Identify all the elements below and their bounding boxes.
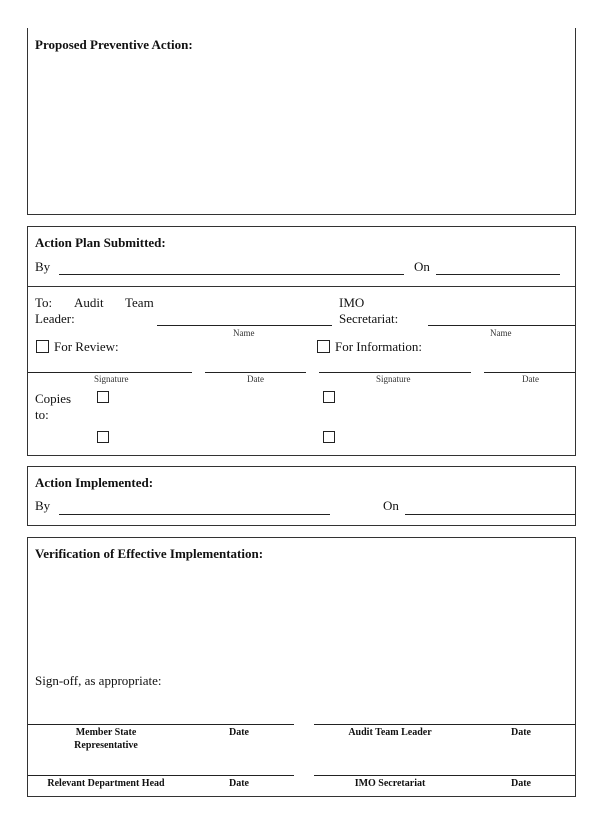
- department-head-caption: Relevant Department Head: [47, 778, 165, 789]
- leader-word: Leader:: [35, 311, 75, 326]
- copies-checkbox-1[interactable]: [97, 391, 109, 403]
- imo-word: IMO: [339, 295, 365, 310]
- preventive-action-section: [27, 28, 576, 215]
- for-information-label: For Information:: [335, 339, 423, 354]
- information-signature-field[interactable]: [319, 372, 471, 373]
- for-review-label: For Review:: [54, 339, 119, 354]
- plan-by-label: By: [35, 259, 51, 274]
- verification-title: Verification of Effective Implementation:: [35, 546, 264, 561]
- audit-team-leader-caption: Audit Team Leader: [348, 727, 432, 738]
- member-state-caption-1: Member State: [75, 727, 137, 738]
- implemented-on-label: On: [383, 498, 399, 513]
- review-date-caption: Date: [247, 374, 264, 384]
- verification-section: [27, 537, 576, 797]
- audit-team-leader-name-field[interactable]: [157, 325, 332, 326]
- plan-divider: [28, 286, 575, 287]
- information-signature-caption: Signature: [376, 374, 411, 384]
- imo-secretariat-caption: IMO Secretariat: [354, 778, 426, 789]
- department-head-signature-line[interactable]: [28, 775, 294, 776]
- member-state-signature-line[interactable]: [28, 724, 294, 725]
- for-review-checkbox[interactable]: [36, 340, 49, 353]
- review-signature-field[interactable]: [28, 372, 192, 373]
- review-signature-caption: Signature: [94, 374, 129, 384]
- member-state-caption-2: Representative: [74, 740, 138, 751]
- audit-word: Audit: [74, 295, 104, 310]
- copies-to-label: to:: [35, 407, 49, 422]
- department-head-date-caption: Date: [229, 778, 249, 789]
- copies-checkbox-3[interactable]: [97, 431, 109, 443]
- plan-by-field[interactable]: [59, 274, 404, 275]
- audit-team-leader-date-caption: Date: [511, 727, 531, 738]
- action-plan-title: Action Plan Submitted:: [35, 235, 166, 250]
- secretariat-word: Secretariat:: [339, 311, 399, 326]
- action-plan-section: [27, 226, 576, 456]
- secretariat-name-caption: Name: [490, 328, 512, 338]
- action-implemented-title: Action Implemented:: [35, 475, 154, 490]
- to-label: To:: [35, 295, 53, 310]
- implemented-on-field[interactable]: [405, 514, 575, 515]
- imo-secretariat-name-field[interactable]: [428, 325, 575, 326]
- information-date-field[interactable]: [484, 372, 575, 373]
- preventive-action-label: Proposed Preventive Action:: [35, 37, 193, 52]
- copies-checkbox-4[interactable]: [323, 431, 335, 443]
- copies-checkbox-2[interactable]: [323, 391, 335, 403]
- copies-label: Copies: [35, 391, 72, 406]
- audit-team-leader-signature-line[interactable]: [314, 724, 575, 725]
- review-date-field[interactable]: [205, 372, 306, 373]
- signoff-label: Sign-off, as appropriate:: [35, 673, 162, 688]
- for-information-checkbox[interactable]: [317, 340, 330, 353]
- plan-on-field[interactable]: [436, 274, 560, 275]
- imo-secretariat-signature-line[interactable]: [314, 775, 575, 776]
- leader-name-caption: Name: [233, 328, 255, 338]
- action-implemented-section: [27, 466, 576, 526]
- plan-on-label: On: [414, 259, 430, 274]
- information-date-caption: Date: [522, 374, 539, 384]
- imo-secretariat-date-caption: Date: [511, 778, 531, 789]
- implemented-by-field[interactable]: [59, 514, 330, 515]
- member-state-date-caption: Date: [229, 727, 249, 738]
- team-word: Team: [125, 295, 154, 310]
- implemented-by-label: By: [35, 498, 51, 513]
